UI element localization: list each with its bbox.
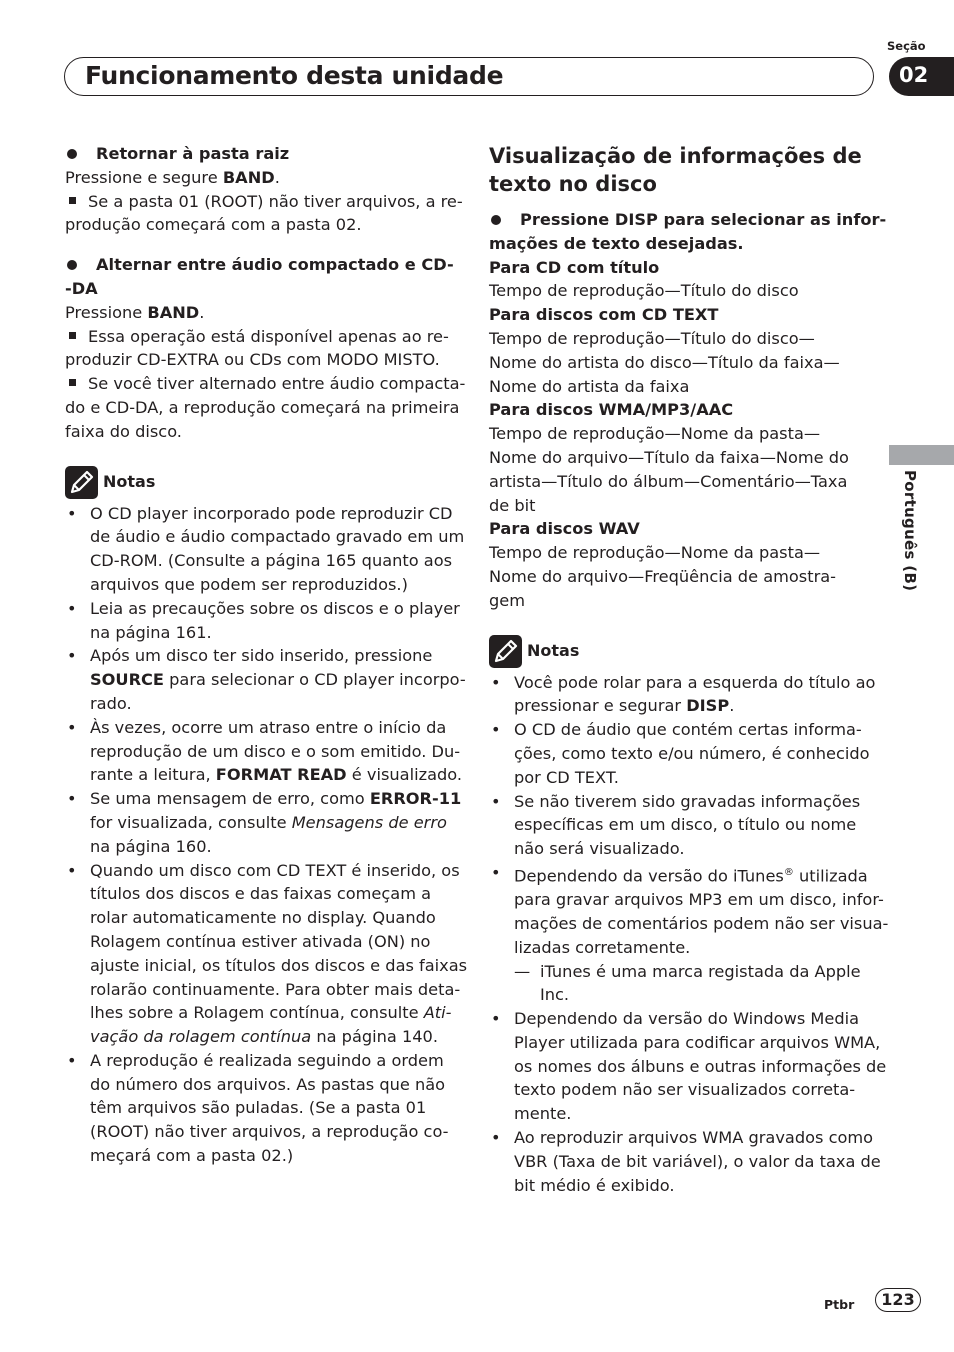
bullet-dot-icon [67, 260, 77, 270]
section-number-badge: 02 [889, 57, 954, 96]
language-tab-marker [889, 445, 954, 465]
note-text: Se você tiver alternado entre áudio compacta- [65, 372, 455, 396]
instruction-text: Pressione e segure BAND. [65, 167, 280, 187]
list-item: • O CD de áudio que contém certas informa- ções, como texto e/ou número, é conhecido por CD TEXT. [491, 720, 870, 787]
page-title: Funcionamento desta unidade [85, 61, 504, 90]
procedure-step-switch-audio: Alternar entre áudio compactado e CD- [65, 253, 455, 277]
square-bullet-icon [69, 197, 76, 204]
list-item: • Se uma mensagem de erro, como ERROR-11 for visualizada, consulte Mensagens de erro na página 160. [67, 789, 462, 856]
pencil-notes-icon [489, 635, 522, 668]
list-item: • Quando um disco com CD TEXT é inserido, os títulos dos discos e das faixas começam a rolar automaticamente no display. Quando Rolagem contínua estiver ativada (ON) no ajuste inicial, os títulos dos discos e das faixas rolarão continuamente. Para obter mais deta- lhes sobre a Rolagem contínua, consulte Ati- vação da rolagem contínua na página 140. [67, 860, 468, 1047]
subheading-wma: Para discos WMA/MP3/AAC [489, 400, 734, 420]
left-column: Retornar à pasta raiz Pressione e segure BAND. Se a pasta 01 (ROOT) não tiver arquivos, a re- produção começará com a pasta 02. Alternar entre áudio compactado e CD- -DA Pressione BAND. Essa operação está disponível apenas ao re- produzir CD-EXTRA ou CDs com MODO MISTO. Se você tiver alternado entre áudio compacta- do e CD-DA, a reprodução começará na primeira faixa do disco. Notas • O CD player incorporado pode reproduzir CD de áudio e áudio compactado gravado em um CD-ROM. (Consulte a página 165 quanto aos arquivos que podem ser reproduzidos.) • Leia as precauções sobre os discos e o player na página 161. • Após um disco ter sido inserido, pressione SOURCE para selecionar o CD player incorpo- rado. • Às vezes, ocorre um atraso entre o início da reprodução de um disco e o som emitido. Du- rante a leitura, FORMAT READ é visualizado. • Se uma mensagem de erro, como ERROR-11 for visualizada, consulte Mensagens de erro na página 160. • Quando um disco com CD TEXT é inserido, os títulos dos discos e das faixas começam a rolar automaticamente no display. Quando Rolagem contínua estiver ativada (ON) no ajuste inicial, os títulos dos discos e das faixas rolarão continuamente. Para obter mais deta- lhes sobre a Rolagem contínua, consulte Ati- vação da rolagem contínua na página 140. • A reprodução é realizada seguindo a ordem do número dos arquivos. As pastas que não têm arquivos são puladas. (Se a pasta 01 (ROOT) não tiver arquivos, a reprodução co- meçará com a pasta 02.) [65, 142, 455, 1168]
procedure-step-disp: Pressione DISP para selecionar as infor- [489, 208, 879, 232]
list-item: • Leia as precauções sobre os discos e o player na página 161. [67, 598, 460, 642]
notes-heading: Notas [65, 466, 455, 500]
instruction-text: Pressione BAND. [65, 302, 205, 322]
list-item: • Você pode rolar para a esquerda do título ao pressionar e segurar DISP. [491, 672, 876, 716]
footer-language-code: Ptbr [824, 1297, 855, 1312]
list-item: • Se não tiverem sido gravadas informações específicas em um disco, o título ou nome não será visualizado. [491, 791, 861, 859]
list-item: • Às vezes, ocorre um atraso entre o início da reprodução de um disco e o som emitido. Du- rante a leitura, FORMAT READ é visualizado. [67, 717, 463, 785]
page-number: 123 [875, 1288, 921, 1312]
square-bullet-icon [69, 379, 76, 386]
notes-heading: Notas [489, 635, 879, 669]
list-item: • Após um disco ter sido inserido, pressione SOURCE para selecionar o CD player incorpo- rado. [67, 646, 466, 713]
list-item: • O CD player incorporado pode reproduzir CD de áudio e áudio compactado gravado em um CD-ROM. (Consulte a página 165 quanto aos arquivos que podem ser reproduzidos.) [67, 503, 465, 594]
header-title-box [64, 57, 874, 96]
list-item: • Ao reproduzir arquivos WMA gravados como VBR (Taxa de bit variável), o valor da taxa de bit médio é exibido. [491, 1128, 881, 1195]
procedure-step-root-folder: Retornar à pasta raiz [65, 142, 455, 166]
subheading-cd-text: Para discos com CD TEXT [489, 305, 719, 325]
square-bullet-icon [69, 332, 76, 339]
section-heading: Visualização de informações de texto no disco [489, 144, 862, 196]
note-text: Essa operação está disponível apenas ao re- [65, 325, 455, 349]
right-column: Visualização de informações de texto no disco Pressione DISP para selecionar as infor- mações de texto desejadas. Para CD com título Tempo de reprodução—Título do disco Para discos com CD TEXT Tempo de reprodução—Título do disco— Nome do artista do disco—Título da faixa— Nome do artista da faixa Para discos WMA/MP3/AAC Tempo de reprodução—Nome da pasta— Nome do arquivo—Título da faixa—Nome do artista—Título do álbum—Comentário—Taxa de bit Para discos WAV Tempo de reprodução—Nome da pasta— Nome do arquivo—Freqüência de amostra- gem Notas • Você pode rolar para a esquerda do título ao pressionar e segurar DISP. • O CD de áudio que contém certas informa- ções, como texto e/ou número, é conhecido por CD TEXT. • Se não tiverem sido gravadas informações específicas em um disco, o título ou nome não será visualizado. • Dependendo da versão do iTunes® utilizada para gravar arquivos MP3 em um disco, infor- mações de comentários podem não ser visua- lizadas corretamente. — iTunes é uma marca registada da Apple Inc. • Dependendo da versão do Windows Media Player utilizada para codificar arquivos WMA, os nomes dos álbuns e outras informações de texto podem não ser visualizados correta- mente. • Ao reproduzir arquivos WMA gravados como VBR (Taxa de bit variável), o valor da taxa de bit médio é exibido. [489, 142, 879, 1197]
section-label: Seção [887, 39, 926, 53]
list-item: • A reprodução é realizada seguindo a ordem do número dos arquivos. As pastas que não têm arquivos são puladas. (Se a pasta 01 (ROOT) não tiver arquivos, a reprodução co- meçará com a pasta 02.) [67, 1050, 449, 1166]
note-text: Se a pasta 01 (ROOT) não tiver arquivos, a re- [65, 190, 455, 214]
bullet-dot-icon [67, 149, 77, 159]
subheading-cd-title: Para CD com título [489, 257, 660, 277]
pencil-notes-icon [65, 466, 98, 499]
bullet-dot-icon [491, 215, 501, 225]
sub-note: — iTunes é uma marca registada da Apple Inc. [514, 961, 861, 1005]
language-tab-label: Português (B) [901, 470, 919, 592]
list-item: • Dependendo da versão do Windows Media Player utilizada para codificar arquivos WMA, os nomes dos álbuns e outras informações de texto podem não ser visualizados correta- mente. [491, 1009, 887, 1124]
list-item: • Dependendo da versão do iTunes® utilizada para gravar arquivos MP3 em um disco, infor- mações de comentários podem não ser visua- lizadas corretamente. — iTunes é uma marca registada da Apple Inc. [489, 861, 879, 1007]
subheading-wav: Para discos WAV [489, 519, 640, 539]
